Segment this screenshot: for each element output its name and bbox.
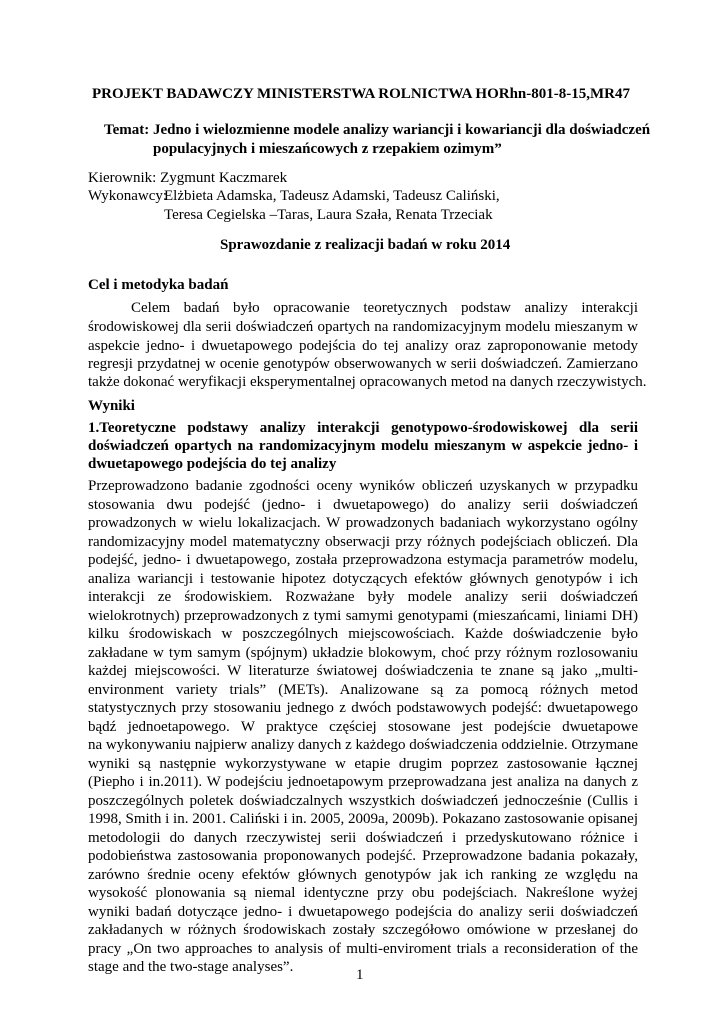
results-line: (Piepho i in.2011). W podejściu jednoetapowym przeprowadzana jest analiza na danych z	[88, 774, 638, 790]
results-line: statystycznych przy stosowaniu jednego z dwóch podstawowych podejść: dwuetapowego	[88, 700, 638, 716]
goal-line: Celem badań było opracowanie teoretycznych podstaw analizy interakcji	[131, 300, 638, 316]
results-line: każdej miejscowości. W literaturze światowej doświadczenia te znane są jako „multi-	[88, 663, 638, 679]
results-line: podejść, jedno- i dwuetapowego, została przeprowadzona estymacja parametrów modelu,	[88, 552, 638, 568]
goal-line: regresji przydatnej w ocenie genotypów obserwowanych w serii doświadczeń. Zamierzano	[88, 356, 638, 372]
executors-label: Wykonawcy:	[88, 188, 168, 204]
results-line: podobieństwa zastosowania proponowanych podejść. Przeprowadzone badania pokazały,	[88, 848, 638, 864]
results-line: zakładanych w różnych środowiskach zostały szczegółowo omówione w przesłanej do	[88, 922, 638, 938]
results-line: bądź jednoetapowego. W praktyce częściej stosowane jest podejście dwuetapowe	[88, 719, 638, 735]
goal-line: środowiskowej dla serii doświadczeń opartych na randomizacyjnym modelu mieszanym w	[88, 319, 638, 335]
results-line: environment variety trials” (METs). Analizowane są za pomocą różnych metod	[88, 682, 638, 698]
results-heading: Wyniki	[88, 398, 135, 414]
goal-line: także dokonać weryfikacji eksperymentalnej opracowanych metod na danych rzeczywistych.	[88, 374, 647, 390]
results-line: na wykonywaniu najpierw analizy danych z każdego doświadczenia oddzielnie. Otrzymane	[88, 737, 638, 753]
results-line: metodologii do danych rzeczywistej serii doświadczeń i przedyskutowano różnice i	[88, 830, 638, 846]
goal-heading: Cel i metodyka badań	[88, 277, 229, 293]
results-subheading-line: 1.Teoretyczne podstawy analizy interakcji genotypowo-środowiskowej dla serii	[88, 420, 638, 436]
results-line: stage and the two-stage analyses”.	[88, 959, 294, 975]
results-line: pracy „On two approaches to analysis of multi-enviroment trials a reconsideration of the	[88, 941, 638, 957]
results-line: wysokość plonowania są niemal identyczne przy obu podejściach. Nakreślone wyżej	[88, 885, 638, 901]
results-subheading-line: dwuetapowego podejścia do tej analizy	[88, 456, 337, 472]
report-title: Sprawozdanie z realizacji badań w roku 2014	[220, 237, 511, 253]
results-line: zarówno średnie oceny efektów głównych genotypów jak ich ranking ze względu na	[88, 867, 638, 883]
page-number: 1	[356, 967, 364, 983]
manager-line: Kierownik: Zygmunt Kaczmarek	[88, 170, 288, 186]
results-line: wyniki badań dotyczące jedno- i dwuetapowego podejścia do analizy serii doświadczeń	[88, 904, 638, 920]
results-line: poszczególnych poletek doświadczalnych wszystkich doświadczeń jednocześnie (Cullis i	[88, 793, 638, 809]
results-line: prowadzonych w wielu lokalizacjach. W prowadzonych badaniach wykorzystano ogólny	[88, 515, 638, 531]
executors-line-2: Teresa Cegielska –Taras, Laura Szała, Renata Trzeciak	[164, 207, 493, 223]
results-line: stosowania dwu podejść (jedno- i dwuetapowego) do analizy serii doświadczeń	[88, 497, 638, 513]
results-line: interakcji ze środowiskiem. Rozważane były modele analizy serii doświadczeń	[88, 589, 638, 605]
topic-line-1: Temat: Jedno i wielozmienne modele analizy wariancji i kowariancji dla doświadczeń	[104, 122, 651, 138]
results-line: analiza wariancji i testowanie hipotez dotyczących efektów głównych genotypów i ich	[88, 571, 638, 587]
results-line: wielokrotnych) przeprowadzonych z tymi samymi genotypami (mieszańcami, liniami DH)	[88, 608, 638, 624]
results-subheading-line: doświadczeń opartych na randomizacyjnym modelu mieszanym w aspekcie jedno- i	[88, 438, 638, 454]
results-line: kilku środowiskach w poszczególnych miejscowościach. Każde doświadczenie było	[88, 626, 638, 642]
results-line: 1998, Smith i in. 2001. Caliński i in. 2005, 2009a, 2009b). Pokazano zastosowanie opisanej	[88, 811, 638, 827]
results-line: randomizacyjny model matematyczny obserwacji przy różnych podejściach obliczeń. Dla	[88, 534, 638, 550]
project-title: PROJEKT BADAWCZY MINISTERSTWA ROLNICTWA HORhn-801-8-15,MR47	[92, 86, 630, 102]
goal-line: aspekcie jedno- i dwuetapowego podejścia do tej analizy oraz zaproponowanie metody	[88, 338, 638, 354]
topic-line-2: populacyjnych i mieszańcowych z rzepakiem ozimym”	[153, 141, 502, 157]
results-line: zakładane w tym samym (spójnym) układzie blokowym, choć przy różnym rozlosowaniu	[88, 645, 638, 661]
results-line: wyniki są następnie wykorzystywane w etapie drugim poprzez zastosowanie łącznej	[88, 756, 638, 772]
results-line: Przeprowadzono badanie zgodności oceny wyników obliczeń uzyskanych w przypadku	[88, 478, 638, 494]
executors-line-1: Elżbieta Adamska, Tadeusz Adamski, Tadeusz Caliński,	[164, 188, 500, 204]
